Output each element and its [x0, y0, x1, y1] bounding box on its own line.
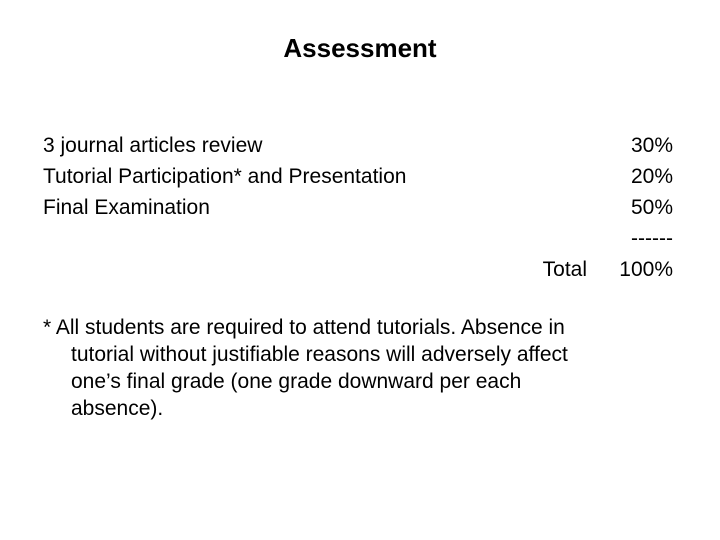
page-title: Assessment: [283, 33, 437, 63]
separator-line: ------: [631, 227, 673, 250]
note-line: * All students are required to attend tutorials. Absence in: [43, 316, 565, 339]
note-line: one’s final grade (one grade downward per each: [71, 370, 522, 393]
separator-row: [43, 223, 673, 254]
attendance-note: [43, 314, 683, 422]
assessment-item-weight: 50%: [630, 196, 673, 219]
total-value: 100%: [619, 258, 673, 281]
assessment-item: [43, 161, 673, 192]
assessment-item: [43, 192, 673, 223]
assessment-item: [43, 130, 673, 161]
note-line: absence).: [71, 397, 164, 420]
assessment-item-weight: 20%: [630, 165, 673, 188]
assessment-item-label: 3 journal articles review: [43, 134, 263, 157]
assessment-breakdown: [43, 130, 673, 285]
total-label: Total: [542, 258, 587, 281]
total-row: [43, 254, 673, 285]
note-line: tutorial without justifiable reasons will adversely affect: [71, 343, 568, 366]
assessment-item-weight: 30%: [630, 134, 673, 157]
assessment-item-label: Tutorial Participation* and Presentation: [43, 165, 407, 188]
assessment-item-label: Final Examination: [43, 196, 210, 219]
